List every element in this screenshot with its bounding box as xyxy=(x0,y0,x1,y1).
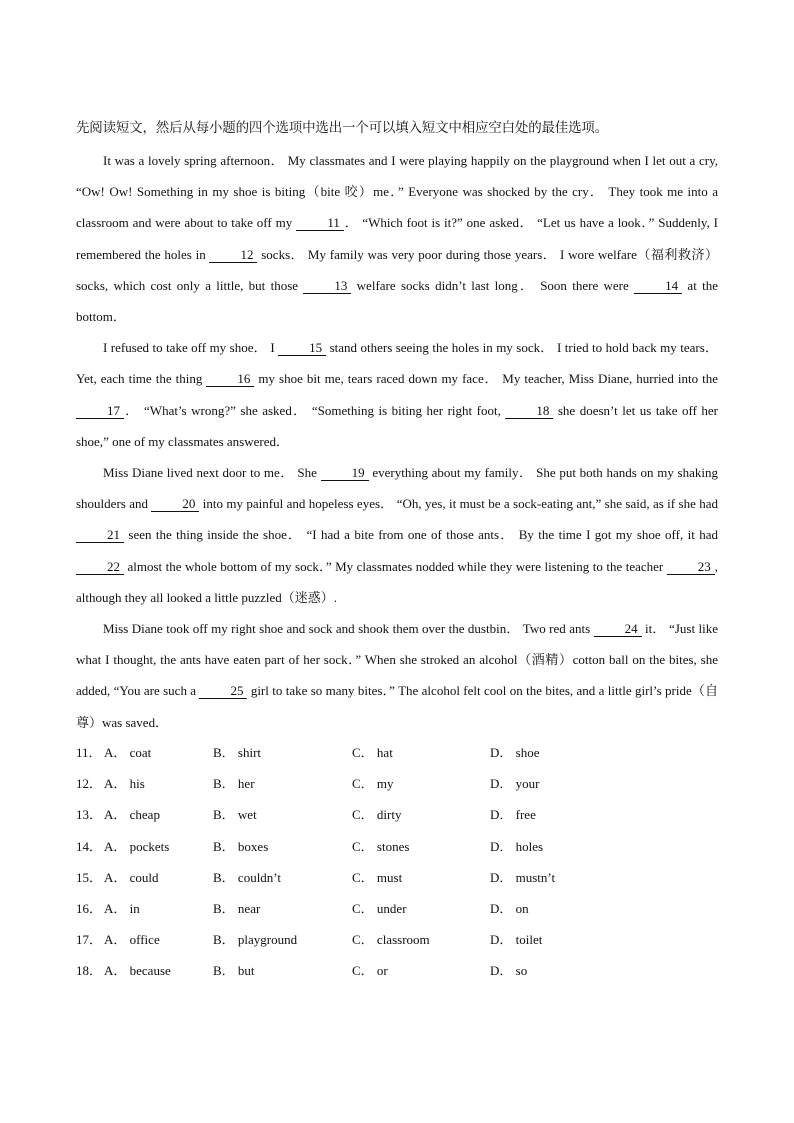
option-a: A． could xyxy=(104,869,159,885)
blank-11: 11 xyxy=(296,216,344,231)
question-number: 13． xyxy=(76,807,103,823)
question-row-13 xyxy=(76,804,718,835)
option-c: C． classroom xyxy=(352,932,430,948)
question-number: 11． xyxy=(76,745,102,760)
option-c: C． or xyxy=(352,963,388,979)
option-b: B． boxes xyxy=(213,838,269,854)
question-row-17 xyxy=(76,929,718,960)
option-d: D． mustn’t xyxy=(490,869,556,885)
option-a: A． pockets xyxy=(104,838,170,854)
question-row-14 xyxy=(76,836,718,867)
question-row-18 xyxy=(76,960,718,991)
question-number: 16． xyxy=(76,900,103,916)
question-number: 14． xyxy=(76,838,103,854)
question-number: 17． xyxy=(76,932,103,948)
cloze-passage xyxy=(76,145,718,738)
blank-17: 17 xyxy=(76,404,124,419)
instruction-text: 先阅读短文，然后从每小题的四个选项中选出一个可以填入短文中相应空白处的最佳选项。 xyxy=(76,120,608,136)
option-a: A． because xyxy=(104,963,171,979)
option-a: A． his xyxy=(104,776,145,792)
blank-25: 25 xyxy=(199,684,247,699)
option-c: C． dirty xyxy=(352,807,402,823)
blank-20: 20 xyxy=(151,497,199,512)
option-d: D． your xyxy=(490,776,540,792)
option-a: A． in xyxy=(104,900,140,916)
option-b: B． near xyxy=(213,900,261,916)
blank-24: 24 xyxy=(594,622,642,637)
question-row-15 xyxy=(76,867,718,898)
blank-13: 13 xyxy=(303,279,351,294)
option-c: C． hat xyxy=(352,745,393,760)
blank-23: 23 xyxy=(667,560,715,575)
option-c: C． my xyxy=(352,776,394,792)
blank-14: 14 xyxy=(634,279,682,294)
option-c: C． under xyxy=(352,900,407,916)
blank-15: 15 xyxy=(278,341,326,356)
option-d: D． so xyxy=(490,963,528,979)
option-d: D． toilet xyxy=(490,932,543,948)
option-a: A． coat xyxy=(104,745,152,760)
option-b: B． playground xyxy=(213,932,298,948)
question-number: 12． xyxy=(76,776,103,792)
blank-16: 16 xyxy=(206,372,254,387)
option-b: B． shirt xyxy=(213,745,262,760)
blank-19: 19 xyxy=(321,466,369,481)
paragraph-3: Miss Diane lived next door to me． She 19 everything about my family． She put both hands on my shaking shoulders and 20 into my painful and hopeless eyes． “Oh, yes, it must be a sock-eating ant,” she said, as if she had 21 seen the thing inside the shoe． “I had a bite from one of those ants． By the time I got my shoe off, it had 22 almost the whole bottom of my sock．” My classmates nodded while they were listening to the teacher 23 , although they all looked a little puzzled（迷惑）. xyxy=(76,465,718,605)
option-b: B． but xyxy=(213,963,255,979)
paragraph-1: It was a lovely spring afternoon． My classmates and I were playing happily on the playground when I let out a cry, “Ow! Ow! Something in my shoe is biting（bite 咬）me．” Everyone was shocked by the cry． They took me into a classroom and were about to take off my 11 ． “Which foot is it?” one asked． “Let us have a look．” Suddenly, I remembered the holes in 12 socks． My family was very poor during those years． I wore welfare（福利救济）socks, which cost only a little, but those 13 welfare socks didn’t last long． Soon there were 14 at the bottom． xyxy=(76,153,719,325)
option-a: A． cheap xyxy=(104,807,160,823)
option-b: B． wet xyxy=(213,807,257,823)
blank-21: 21 xyxy=(76,528,124,543)
paragraph-2: I refused to take off my shoe． I 15 stand others seeing the holes in my sock． I tried to hold back my tears． Yet, each time the thing 16 my shoe bit me, tears raced down my face． My teacher, Miss Diane, hurried into the 17 ． “What’s wrong?” she asked． “Something is biting her right foot, 18 she doesn’t let us take off her shoe,” one of my classmates answered． xyxy=(76,340,719,449)
option-d: D． shoe xyxy=(490,745,540,760)
question-row-12 xyxy=(76,773,718,804)
blank-22: 22 xyxy=(76,560,124,575)
question-number: 15． xyxy=(76,869,103,885)
option-d: D． on xyxy=(490,900,529,916)
option-b: B． couldn’t xyxy=(213,869,282,885)
option-d: D． holes xyxy=(490,838,544,854)
option-a: A． office xyxy=(104,932,160,948)
blank-12: 12 xyxy=(209,248,257,263)
blank-18: 18 xyxy=(505,404,553,419)
question-number: 18． xyxy=(76,963,103,979)
option-c: C． stones xyxy=(352,838,410,854)
paragraph-4: Miss Diane took off my right shoe and sock and shook them over the dustbin． Two red ants 24 it． “Just like what I thought, the ants have eaten part of her sock．” When she stroked an alcohol（酒精）cotton ball on the bites, she added, “You are such a 25 girl to take so many bites．” The alcohol felt cool on the bites, and a little girl’s pride（自尊）was saved． xyxy=(76,621,718,730)
option-c: C． must xyxy=(352,869,403,885)
question-row-16 xyxy=(76,898,718,929)
option-d: D． free xyxy=(490,807,536,823)
option-b: B． her xyxy=(213,776,255,792)
question-row-11 xyxy=(76,742,718,773)
answer-options xyxy=(76,742,718,992)
